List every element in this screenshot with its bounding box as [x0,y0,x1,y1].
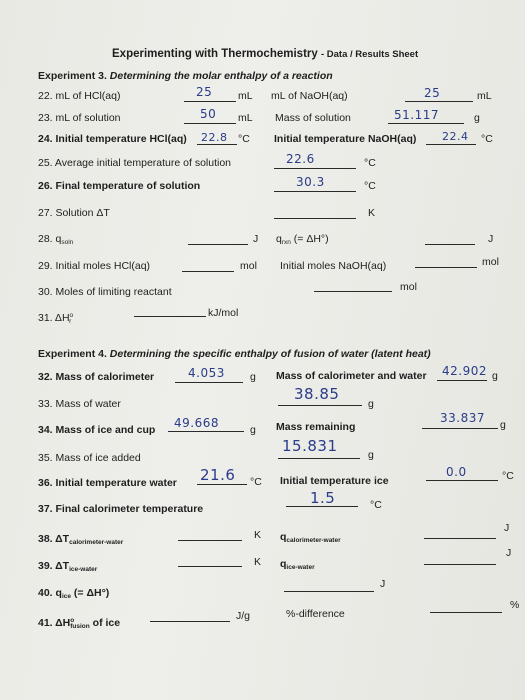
exp4-heading-label: Experiment 4. [38,348,107,360]
q25-label: 25. Average initial temperature of solution [38,157,232,169]
q41b-line [430,612,502,613]
q22b-line [405,101,473,102]
exp3-heading-desc: Determining the molar enthalpy of a reaction [109,70,333,82]
q40-unit: J [380,578,386,590]
q32b-label: Mass of calorimeter and water [276,370,427,382]
q22-label: 22. mL of HCl(aq) [38,90,121,102]
q32b-line [437,380,487,381]
q30-line [314,291,392,292]
q34b-unit: g [500,419,506,431]
q27-label: 27. Solution ΔT [38,207,110,219]
q27-line [274,218,356,219]
q24b-line [426,144,476,145]
q23b-value[interactable]: 51.117 [394,108,439,122]
q26-unit: °C [364,180,376,192]
q35-value[interactable]: 15.831 [282,437,338,455]
q39-line [178,566,242,567]
q25-line [274,168,356,169]
q39b-sub: ice-water [286,564,315,571]
q40-text: 40. q [38,587,62,599]
q28b-line [425,244,475,245]
q39-unit: K [254,556,262,568]
q32-label: 32. Mass of calorimeter [38,371,155,383]
q39-label [38,560,97,576]
q34b-line [422,428,498,429]
q39b-label [280,558,315,574]
q28-text: 28. q [38,233,62,245]
q41-unit: J/g [236,610,251,622]
q34-label: 34. Mass of ice and cup [38,424,156,436]
exp3-heading [38,70,333,83]
q24-label: 24. Initial temperature HCl(aq) [38,133,187,145]
q40-label [38,587,109,603]
q41-line [150,621,230,622]
q41-label [38,614,120,633]
q29b-label: Initial moles NaOH(aq) [280,260,387,272]
q29-line [182,271,234,272]
exp4-heading [38,348,431,361]
q35-label: 35. Mass of ice added [38,452,141,464]
q28-line [188,244,248,245]
q34b-value[interactable]: 33.837 [440,411,485,425]
q39-sub: ice-water [69,566,98,573]
q31-unit: kJ/mol [208,307,239,319]
q38b-line [424,538,496,539]
q41b-unit: % [510,599,520,611]
q23b-unit: g [474,112,480,124]
q33-label: 33. Mass of water [38,398,121,410]
q35-unit: g [368,449,374,461]
q32b-value[interactable]: 42.902 [442,364,487,378]
q41-sub: fusion [70,623,90,630]
q31-sup: o [69,312,74,319]
q34-unit: g [250,424,256,436]
q29-label: 29. Initial moles HCl(aq) [38,260,151,272]
q28b-text: q [276,233,282,245]
title-main: Experimenting with Thermochemistry [112,48,318,60]
q34b-label: Mass remaining [276,421,356,433]
q38-line [178,540,242,541]
q31-text: 31. ΔH [38,312,70,324]
q25-value[interactable]: 22.6 [286,152,315,166]
q24-value[interactable]: 22.8 [201,131,228,144]
q39b-unit: J [506,547,512,559]
q23-unit: mL [238,112,253,124]
q31-label [38,309,74,328]
page-title [112,48,418,61]
q26-line [274,191,356,192]
q36b-unit: °C [502,470,514,482]
q40-rest: (= ΔH°) [70,587,110,599]
q32b-unit: g [492,370,498,382]
q24b-value[interactable]: 22.4 [442,130,469,143]
q38b-sub: calorimeter-water [286,537,341,544]
q37-value[interactable]: 1.5 [310,489,336,507]
q38b-text: q [280,531,287,543]
q28b-rest: (= ΔH°) [290,233,329,245]
q38-sub: calorimeter-water [69,539,124,546]
q22-value[interactable]: 25 [196,85,213,99]
q37-label: 37. Final calorimeter temperature [38,503,204,515]
q33-value[interactable]: 38.85 [294,385,340,403]
q36-line [197,484,247,485]
q32-value[interactable]: 4.053 [188,366,225,380]
q22-unit: mL [238,90,253,102]
q39-text: 39. ΔT [38,560,70,572]
q31-sub: r [69,318,72,325]
q32-line [175,382,243,383]
q30-unit: mol [400,281,417,293]
q33-unit: g [368,398,374,410]
q38-text: 38. ΔT [38,533,70,545]
q33-line [278,405,362,406]
q36-unit: °C [250,476,262,488]
q24-unit: °C [238,133,250,145]
q28b-unit: J [488,233,494,245]
q36b-label: Initial temperature ice [280,475,389,487]
q22b-label: mL of NaOH(aq) [271,90,348,102]
q31-line [134,316,206,317]
q28b-label [276,233,329,249]
q38-unit: K [254,529,262,541]
q28-sub: soln [61,239,74,246]
q34-line [168,431,244,432]
q26-label: 26. Final temperature of solution [38,180,201,192]
q36-value[interactable]: 21.6 [200,466,236,484]
q41-rest: of ice [89,617,121,629]
q36-label: 36. Initial temperature water [38,477,177,489]
q22b-unit: mL [477,90,492,102]
q23-line [184,123,236,124]
q35-line [278,458,360,459]
q41-text: 41. ΔH [38,617,71,629]
q32-unit: g [250,371,256,383]
q38b-unit: J [504,522,510,534]
q36b-line [426,480,498,481]
q39b-text: q [280,558,287,570]
q23b-line [388,123,464,124]
exp3-heading-label: Experiment 3. [38,70,107,82]
q38b-label [280,531,341,547]
q37-unit: °C [370,499,382,511]
q22b-value[interactable]: 25 [424,86,441,100]
q25-unit: °C [364,157,376,169]
q28b-sub: rxn [281,239,291,246]
q24b-label: Initial temperature NaOH(aq) [274,133,417,145]
title-sub: - Data / Results Sheet [320,49,419,60]
q27-unit: K [368,207,376,219]
q41-sup: o [70,617,75,624]
q34-value[interactable]: 49.668 [174,416,219,430]
q38-label [38,533,123,549]
q24b-unit: °C [481,133,493,145]
q23-label: 23. mL of solution [38,112,121,124]
q23b-label: Mass of solution [275,112,351,124]
q28-unit: J [253,233,259,245]
q23-value[interactable]: 50 [200,107,217,121]
q40-sub: ice [61,593,71,600]
exp4-heading-desc: Determining the specific enthalpy of fusion of water (latent heat) [109,348,431,360]
q29-unit: mol [240,260,257,272]
q29b-unit: mol [482,256,499,268]
q41b-label: %-difference [286,608,345,620]
q28-label [38,233,73,249]
q26-value[interactable]: 30.3 [296,175,325,189]
q29b-line [415,267,477,268]
q36b-value[interactable]: 0.0 [446,465,467,479]
q30-label: 30. Moles of limiting reactant [38,286,172,298]
q22-line [184,101,236,102]
q40-line [284,591,374,592]
q39b-line [424,564,496,565]
